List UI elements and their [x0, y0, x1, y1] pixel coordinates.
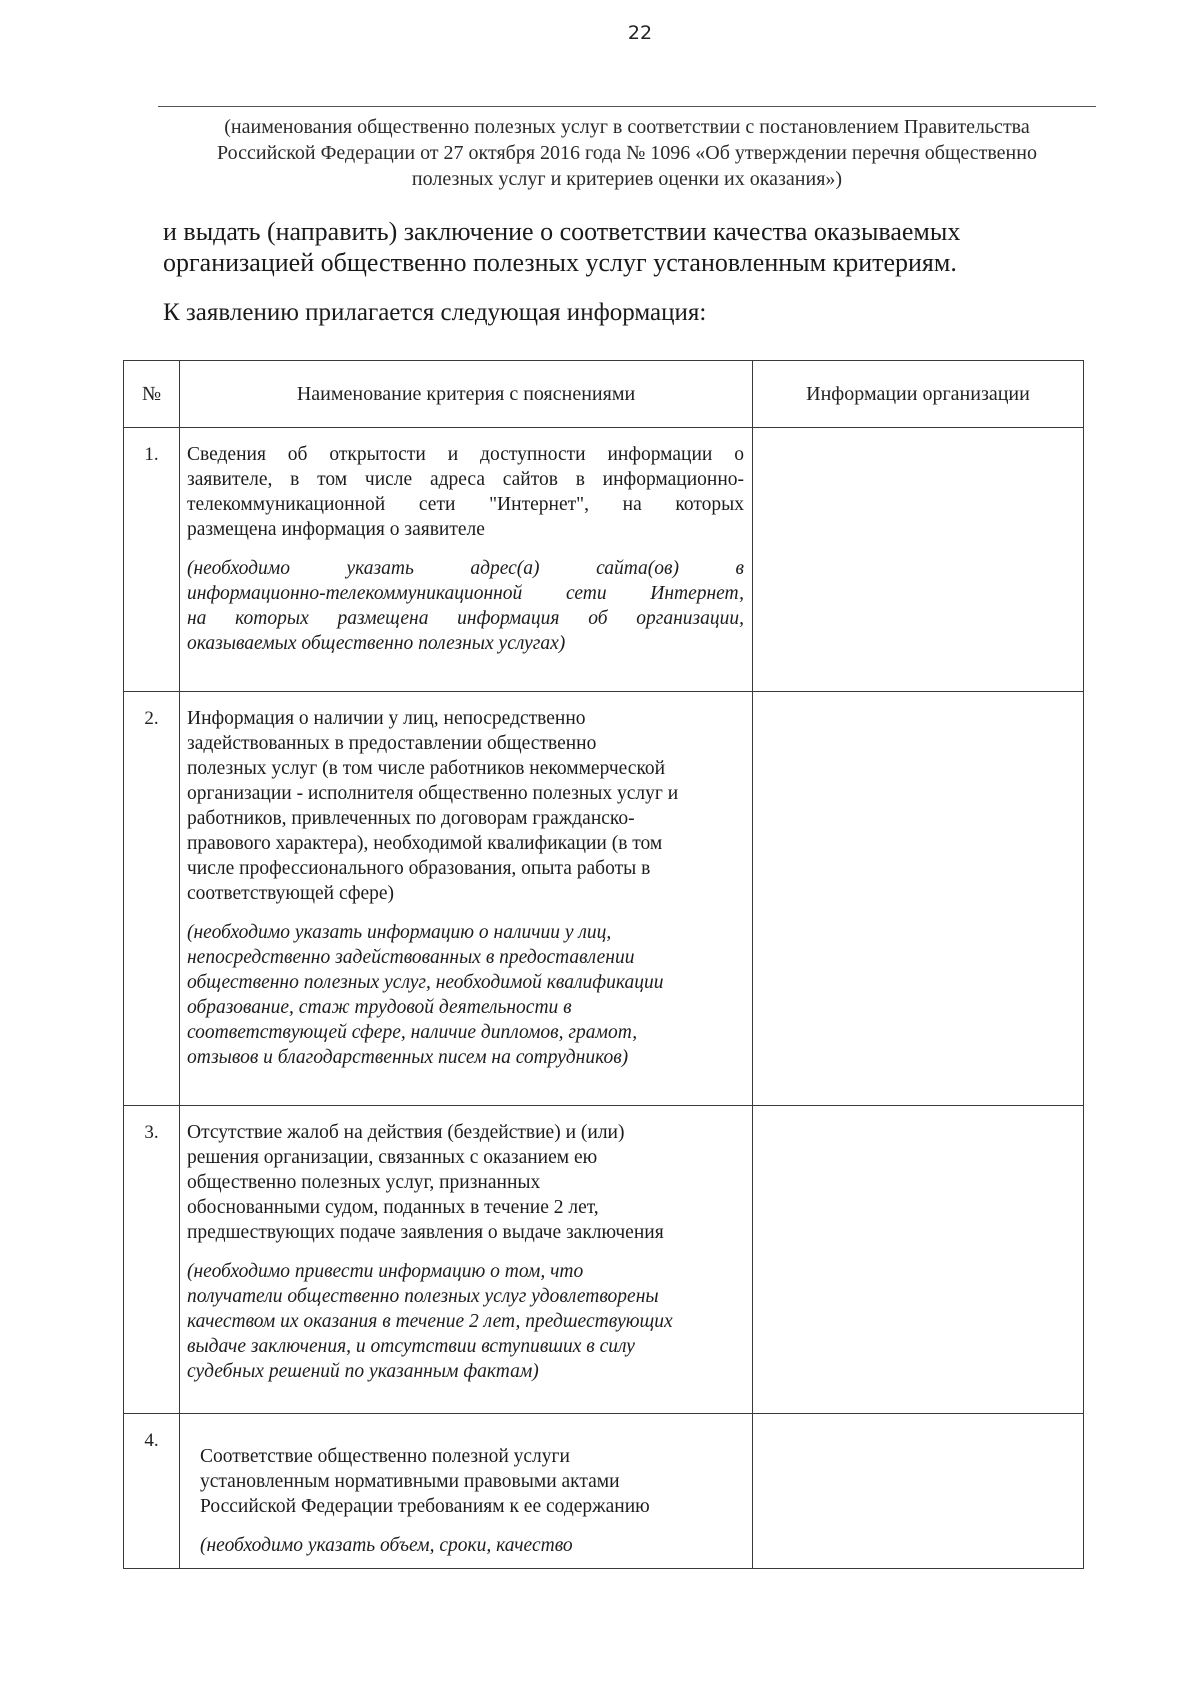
caption-line: полезных услуг и критериев оценки их оказания») [411, 168, 843, 190]
criterion-note [200, 1533, 744, 1558]
row-number: 3. [124, 1106, 180, 1414]
text-line: телекоммуникационной сети "Интернет", на которых [187, 494, 744, 515]
text-line: соответствующей сфере) [187, 883, 395, 904]
header-rule [158, 106, 1096, 107]
organization-info-cell[interactable] [753, 428, 1084, 692]
lead-line: и выдать (направить) заключение о соответствии качества оказываемых [163, 217, 961, 246]
table-header-row [124, 361, 1084, 428]
note-line: судебных решений по указанным фактам) [187, 1361, 539, 1382]
text-line: числе профессионального образования, опыта работы в [187, 858, 651, 879]
criterion-note [187, 920, 744, 1070]
note-line: качеством их оказания в течение 2 лет, предшествующих [187, 1311, 673, 1332]
text-line: общественно полезных услуг, признанных [187, 1172, 541, 1193]
criterion-note [187, 556, 744, 656]
table-row [124, 1414, 1084, 1569]
attachment-intro: К заявлению прилагается следующая информация: [163, 299, 707, 326]
note-line: оказываемых общественно полезных услугах) [187, 633, 566, 654]
text-line: решения организации, связанных с оказанием ею [187, 1147, 598, 1168]
lead-line: организацией общественно полезных услуг установленным критериям. [163, 248, 957, 277]
column-header-criterion: Наименование критерия с пояснениями [180, 361, 753, 428]
column-header-number: № [124, 361, 180, 428]
organization-info-cell[interactable] [753, 1106, 1084, 1414]
text-line: правового характера), необходимой квалификации (в том [187, 833, 663, 854]
note-line: информационно-телекоммуникационной сети Интернет, [187, 583, 744, 604]
note-line: (необходимо указать информацию о наличии у лиц, [187, 922, 612, 943]
organization-info-cell[interactable] [753, 1414, 1084, 1569]
text-line: Сведения об открытости и доступности информации о [187, 444, 744, 465]
criterion-cell [180, 1106, 753, 1414]
text-line: обоснованными судом, поданных в течение 2 лет, [187, 1197, 599, 1218]
criterion-cell [180, 428, 753, 692]
row-number: 1. [124, 428, 180, 692]
text-line: установленным нормативными правовыми актами [200, 1471, 620, 1492]
conclusion-request-paragraph [163, 216, 1063, 278]
text-line: полезных услуг (в том числе работников некоммерческой [187, 758, 666, 779]
text-line: задействованных в предоставлении общественно [187, 733, 597, 754]
caption-line: (наименования общественно полезных услуг в соответствии с постановлением Правительства [224, 116, 1030, 138]
criterion-text [187, 706, 744, 906]
text-line: размещена информация о заявителе [187, 519, 485, 540]
criterion-cell [180, 692, 753, 1106]
table-row [124, 428, 1084, 692]
services-caption [158, 114, 1096, 192]
text-line: предшествующих подаче заявления о выдаче заключения [187, 1222, 664, 1243]
criterion-text [187, 442, 744, 542]
text-line: Информация о наличии у лиц, непосредственно [187, 708, 586, 729]
page-number: 22 [627, 22, 653, 44]
text-line: заявителе, в том числе адреса сайтов в информационно- [187, 469, 744, 490]
text-line: Соответствие общественно полезной услуги [200, 1446, 570, 1467]
criterion-text [187, 1120, 744, 1245]
criterion-note [187, 1259, 744, 1384]
note-line: выдаче заключения, и отсутствии вступивших в силу [187, 1336, 635, 1357]
note-line: общественно полезных услуг, необходимой квалификации [187, 972, 664, 993]
criterion-text [200, 1444, 744, 1519]
note-line: (необходимо указать адрес(а) сайта(ов) в [187, 558, 744, 579]
table-row [124, 1106, 1084, 1414]
note-line: непосредственно задействованных в предоставлении [187, 947, 635, 968]
criteria-table [123, 360, 1084, 1569]
column-header-organization-info: Информации организации [753, 361, 1084, 428]
note-line: (необходимо указать объем, сроки, качество [200, 1535, 573, 1556]
text-line: работников, привлеченных по договорам гражданско- [187, 808, 635, 829]
note-line: получатели общественно полезных услуг удовлетворены [187, 1286, 659, 1307]
organization-info-cell[interactable] [753, 692, 1084, 1106]
text-line: организации - исполнителя общественно полезных услуг и [187, 783, 679, 804]
criterion-cell [180, 1414, 753, 1569]
note-line: (необходимо привести информацию о том, что [187, 1261, 584, 1282]
caption-line: Российской Федерации от 27 октября 2016 года № 1096 «Об утверждении перечня общественно [217, 142, 1037, 164]
text-line: Отсутствие жалоб на действия (бездействие) и (или) [187, 1122, 625, 1143]
note-line: образование, стаж трудовой деятельности в [187, 997, 572, 1018]
table-row [124, 692, 1084, 1106]
note-line: соответствующей сфере, наличие дипломов, грамот, [187, 1022, 638, 1043]
note-line: отзывов и благодарственных писем на сотрудников) [187, 1047, 629, 1068]
text-line: Российской Федерации требованиям к ее содержанию [200, 1496, 650, 1517]
note-line: на которых размещена информация об организации, [187, 608, 744, 629]
row-number: 2. [124, 692, 180, 1106]
row-number: 4. [124, 1414, 180, 1569]
